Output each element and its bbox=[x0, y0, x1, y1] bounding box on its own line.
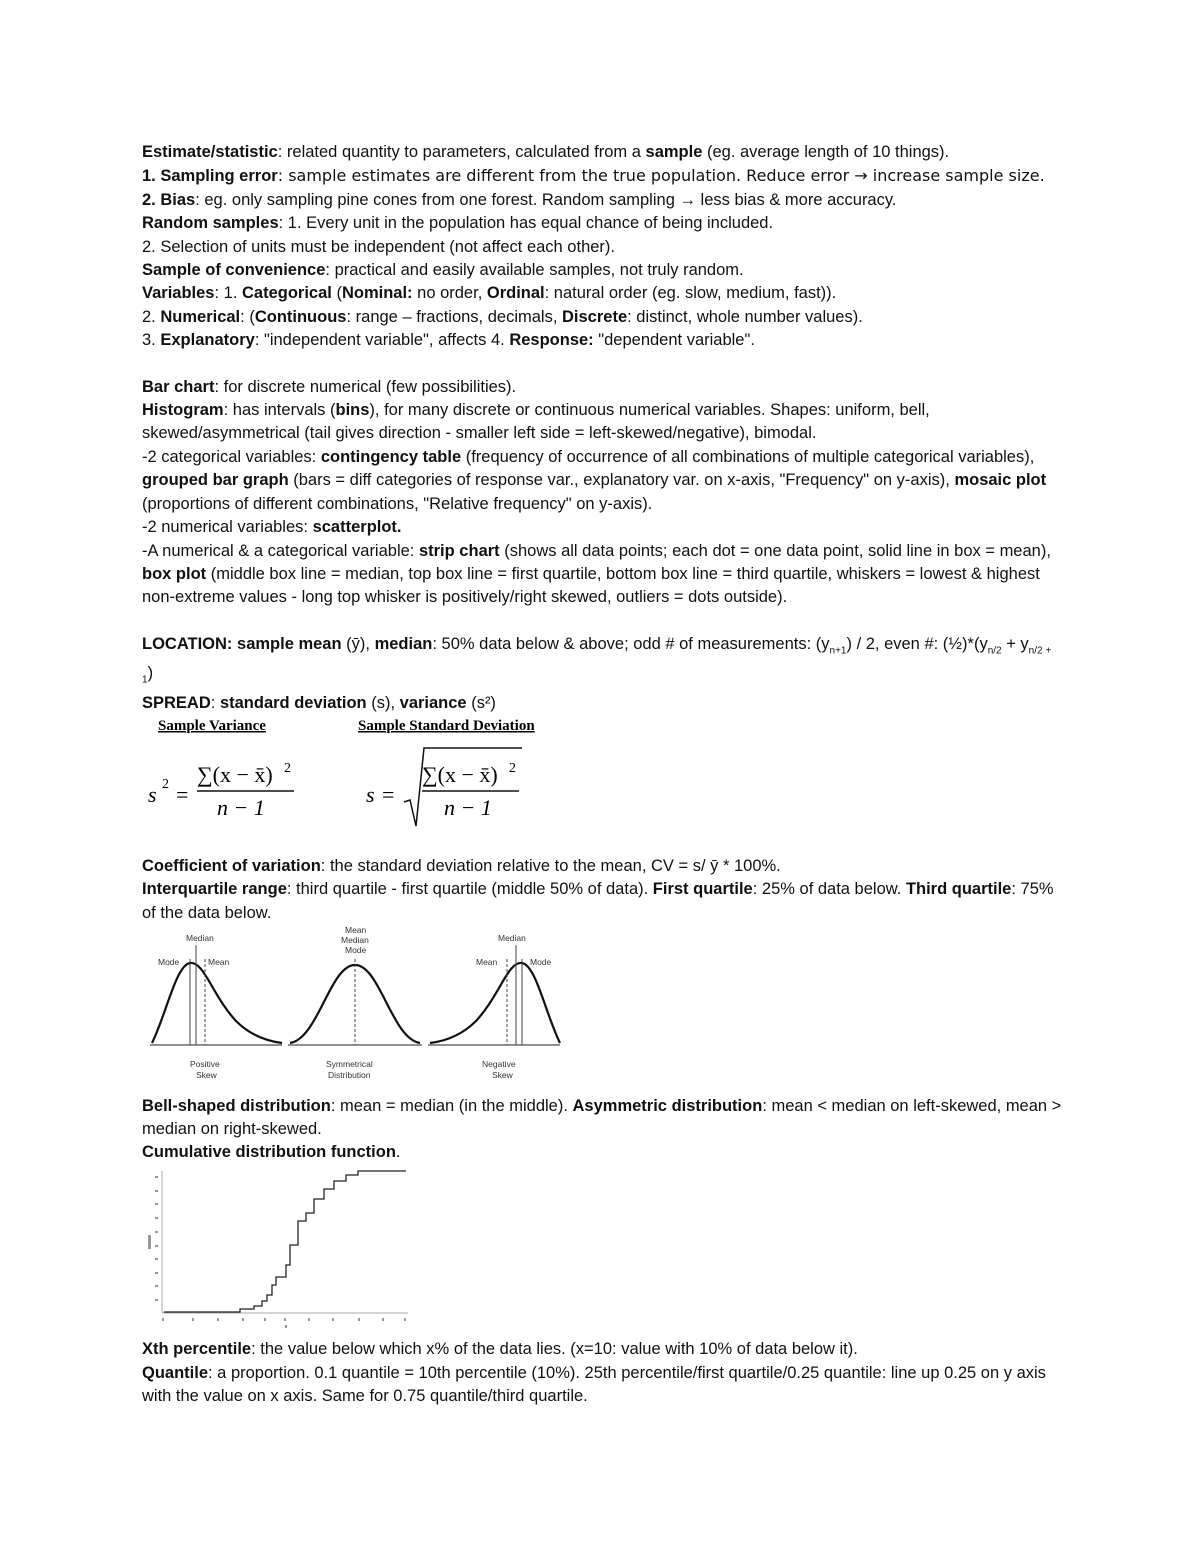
symmetrical-panel bbox=[288, 925, 422, 1080]
text: : related quantity to parameters, calculated from a bbox=[277, 143, 646, 161]
text: : ( bbox=[240, 307, 255, 326]
y-tick bbox=[155, 1299, 158, 1301]
y-tick bbox=[155, 1203, 158, 1205]
line-histogram bbox=[142, 399, 1062, 446]
term-variables: Variables bbox=[142, 284, 215, 303]
x-tick bbox=[192, 1318, 194, 1321]
skew-distribution-figure bbox=[146, 925, 566, 1087]
caption-symmetrical: Symmetrical bbox=[326, 1059, 373, 1070]
s-symbol: s bbox=[148, 781, 157, 807]
text: : bbox=[210, 694, 220, 713]
y-tick bbox=[155, 1272, 158, 1274]
line-bar-chart bbox=[142, 376, 1062, 399]
text: : third quartile - first quartile (middle 50% of data). bbox=[286, 880, 653, 899]
x-axis-label bbox=[285, 1325, 287, 1328]
term-discrete: Discrete bbox=[562, 307, 628, 326]
text: 2. Selection of units must be independent (not affect each other). bbox=[142, 237, 615, 256]
text: (eg. average length of 10 things). bbox=[702, 143, 950, 161]
text: : the value below which x% of the data lies. (x=10: value with 10% of data below it). bbox=[251, 1340, 858, 1359]
text: : has intervals ( bbox=[223, 401, 336, 420]
curve bbox=[152, 963, 282, 1043]
text: : mean = median (in the middle). bbox=[330, 1096, 573, 1115]
x-tick bbox=[404, 1318, 406, 1321]
spacer bbox=[142, 610, 1062, 633]
line-sampling-error bbox=[142, 164, 1062, 188]
document-body bbox=[142, 141, 1062, 1408]
term-first-quartile: First quartile bbox=[652, 880, 753, 899]
term-convenience: Sample of convenience bbox=[142, 261, 326, 280]
y-tick bbox=[155, 1245, 158, 1247]
line-bell-shaped bbox=[142, 1095, 1062, 1142]
text: : mean < median on left-skewed, mean > median on right-skewed. bbox=[142, 1096, 1062, 1138]
y-tick bbox=[155, 1285, 158, 1287]
cdf-figure bbox=[142, 1165, 412, 1331]
x-tick bbox=[284, 1318, 286, 1321]
mean-label: Mean bbox=[208, 957, 230, 968]
term-grouped-bar-graph: grouped bar graph bbox=[142, 471, 289, 490]
term-quantile: Quantile bbox=[142, 1363, 209, 1382]
term-scatterplot: scatterplot. bbox=[312, 518, 402, 537]
term-bar-chart: Bar chart bbox=[142, 377, 215, 396]
term-categorical: Categorical bbox=[242, 284, 332, 303]
variance-sd-formula-figure bbox=[142, 716, 572, 848]
sample-variance-title: Sample Variance bbox=[158, 717, 266, 734]
line-random-samples bbox=[142, 212, 1062, 235]
line-numerical-2 bbox=[142, 516, 1062, 539]
text: 2. bbox=[142, 307, 161, 326]
text: : sample estimates are different from the true population. Reduce error → increase sample size. bbox=[277, 166, 1045, 186]
term-location: LOCATION: sample mean bbox=[142, 634, 342, 653]
x-tick bbox=[264, 1318, 266, 1321]
y-tick-marks bbox=[148, 1176, 158, 1301]
y-tick bbox=[155, 1258, 158, 1260]
mode-label: Mode bbox=[345, 945, 367, 956]
x-tick bbox=[308, 1318, 310, 1321]
text: -2 categorical variables: bbox=[142, 447, 321, 466]
term-explanatory: Explanatory bbox=[160, 331, 255, 350]
sample-sd-title: Sample Standard Deviation bbox=[358, 717, 535, 734]
line-cdf bbox=[142, 1141, 1062, 1164]
term-variance: variance bbox=[399, 694, 467, 713]
line-variables bbox=[142, 282, 1062, 305]
line-location bbox=[142, 633, 1062, 692]
s-symbol: s bbox=[366, 781, 375, 807]
term-continuous: Continuous bbox=[254, 307, 347, 326]
y-tick bbox=[155, 1176, 158, 1178]
text: : eg. only sampling pine cones from one forest. Random sampling → less bias & more accuracy. bbox=[195, 190, 897, 209]
numerator-exponent: 2 bbox=[509, 760, 516, 776]
negative-skew-panel bbox=[428, 933, 560, 1080]
text: . bbox=[395, 1143, 401, 1162]
term-response: Response: bbox=[509, 331, 594, 350]
x-tick bbox=[217, 1318, 219, 1321]
term-third-quartile: Third quartile bbox=[905, 880, 1012, 899]
caption-skew: Skew bbox=[196, 1070, 217, 1081]
line-strip-box bbox=[142, 540, 1062, 610]
text: ) / 2, even #: (½)*(y bbox=[846, 634, 988, 653]
term-spread: SPREAD bbox=[142, 694, 211, 713]
text: : distinct, whole number values). bbox=[627, 307, 863, 326]
text: (shows all data points; each dot = one data point, solid line in box = mean), bbox=[499, 541, 1051, 560]
numerator: ∑(x − x̄) bbox=[197, 761, 273, 787]
x-tick bbox=[332, 1318, 334, 1321]
term-mosaic-plot: mosaic plot bbox=[954, 471, 1047, 490]
median-label: Median bbox=[498, 933, 526, 944]
term-iqr: Interquartile range bbox=[142, 880, 287, 899]
text: (middle box line = median, top box line = first quartile, bottom box line = third quartile, whiskers = lowest & highest non-extreme values - long top whisker is positively/right skewed, outliers = dots outside). bbox=[142, 564, 1040, 607]
term-estimate: Estimate/statistic bbox=[142, 143, 278, 161]
x-tick bbox=[382, 1318, 384, 1321]
line-convenience bbox=[142, 259, 1062, 282]
term-bins: bins bbox=[335, 401, 370, 420]
term-standard-deviation: standard deviation bbox=[219, 694, 367, 713]
term-bias: 2. Bias bbox=[142, 190, 196, 209]
line-explanatory bbox=[142, 329, 1062, 352]
numerator-exponent: 2 bbox=[284, 760, 291, 776]
mean-label: Mean bbox=[345, 925, 367, 936]
term-nominal: Nominal: bbox=[341, 284, 413, 303]
cdf-step-curve bbox=[164, 1171, 406, 1312]
subscript: n+1 bbox=[829, 645, 847, 657]
y-axis-label bbox=[148, 1235, 151, 1249]
text: (ȳ), bbox=[341, 634, 375, 653]
text: 3. bbox=[142, 331, 161, 350]
term-ordinal: Ordinal bbox=[486, 284, 545, 303]
term-percentile: Xth percentile bbox=[142, 1340, 252, 1359]
text: : 25% of data below. bbox=[752, 880, 906, 899]
caption-skew: Skew bbox=[492, 1070, 513, 1081]
median-label: Median bbox=[186, 933, 214, 944]
mode-label: Mode bbox=[158, 957, 180, 968]
text: ) bbox=[147, 664, 154, 683]
text: no order, bbox=[412, 284, 487, 303]
line-percentile bbox=[142, 1338, 1062, 1361]
text: ( bbox=[331, 284, 342, 303]
text: : 75% of the data below. bbox=[142, 880, 1054, 922]
text: (frequency of occurrence of all combinations of multiple categorical variables), bbox=[461, 447, 1035, 466]
text: (s), bbox=[366, 694, 400, 713]
term-histogram: Histogram bbox=[142, 401, 224, 420]
mode-label: Mode bbox=[530, 957, 552, 968]
superscript-2: 2 bbox=[162, 776, 169, 792]
x-tick bbox=[242, 1318, 244, 1321]
line-numerical bbox=[142, 306, 1062, 329]
line-iqr bbox=[142, 878, 1062, 925]
line-cv bbox=[142, 855, 1062, 878]
term-contingency-table: contingency table bbox=[320, 447, 462, 466]
text: : for discrete numerical (few possibilities). bbox=[214, 377, 517, 396]
denominator: n − 1 bbox=[444, 794, 492, 820]
text: + y bbox=[1001, 634, 1029, 653]
text: : the standard deviation relative to the mean, CV = s/ ȳ * 100%. bbox=[320, 856, 781, 875]
curve bbox=[430, 963, 560, 1043]
text: "dependent variable". bbox=[593, 331, 755, 350]
text: : practical and easily available samples, not truly random. bbox=[325, 261, 744, 280]
positive-skew-panel bbox=[150, 933, 282, 1080]
text: : 50% data below & above; odd # of measurements: (y bbox=[432, 634, 830, 653]
cdf-axes bbox=[162, 1171, 408, 1313]
y-tick bbox=[155, 1190, 158, 1192]
spacer bbox=[142, 353, 1062, 376]
equals-sign: = bbox=[176, 781, 189, 807]
line-estimate bbox=[142, 141, 1062, 164]
x-tick bbox=[358, 1318, 360, 1321]
line-categorical-2 bbox=[142, 446, 1062, 516]
median-label: Median bbox=[341, 935, 369, 946]
y-tick bbox=[155, 1231, 158, 1233]
subscript: n/2 + 1 bbox=[142, 645, 1052, 686]
text: -A numerical & a categorical variable: bbox=[142, 541, 419, 560]
caption-negative: Negative bbox=[482, 1059, 516, 1070]
term-cdf: Cumulative distribution function bbox=[142, 1143, 396, 1162]
text: : natural order (eg. slow, medium, fast)). bbox=[544, 284, 837, 303]
term-numerical: Numerical bbox=[160, 307, 241, 326]
term-median: median bbox=[374, 634, 433, 653]
term-strip-chart: strip chart bbox=[418, 541, 500, 560]
x-tick bbox=[162, 1318, 164, 1321]
text: (bars = diff categories of response var., explanatory var. on x-axis, "Frequency" on y-axis), bbox=[288, 471, 955, 490]
text: : 1. Every unit in the population has equal chance of being included. bbox=[278, 214, 774, 233]
term-random-samples: Random samples bbox=[142, 214, 279, 233]
caption-positive: Positive bbox=[190, 1059, 220, 1070]
mean-label: Mean bbox=[476, 957, 498, 968]
text: : range – fractions, decimals, bbox=[346, 307, 562, 326]
term-sample: sample bbox=[645, 143, 703, 161]
line-spread bbox=[142, 692, 1062, 715]
text: ), for many discrete or continuous numerical variables. Shapes: uniform, bell, skewed/asymmetrical (tail gives direction - smaller left side = left-skewed/negative), bimodal. bbox=[142, 401, 930, 443]
text: (s²) bbox=[466, 694, 496, 713]
equals-sign: = bbox=[382, 781, 395, 807]
y-tick bbox=[155, 1217, 158, 1219]
text: : "independent variable", affects 4. bbox=[254, 331, 510, 350]
text: -2 numerical variables: bbox=[142, 518, 313, 537]
numerator: ∑(x − x̄) bbox=[422, 761, 498, 787]
x-tick-marks bbox=[162, 1318, 406, 1328]
term-box-plot: box plot bbox=[142, 564, 207, 583]
caption-distribution: Distribution bbox=[328, 1070, 371, 1081]
line-quantile bbox=[142, 1362, 1062, 1409]
term-sampling-error: 1. Sampling error bbox=[142, 167, 278, 186]
denominator: n − 1 bbox=[217, 794, 265, 820]
term-bell-shaped: Bell-shaped distribution bbox=[142, 1096, 331, 1115]
text: : a proportion. 0.1 quantile = 10th percentile (10%). 25th percentile/first quartile/0.25 quantile: line up 0.25 on y axis with the value on x axis. Same for 0.75 quantile/third quartile. bbox=[142, 1363, 1046, 1405]
text: : 1. bbox=[214, 284, 242, 303]
line-bias bbox=[142, 189, 1062, 212]
line-independent bbox=[142, 236, 1062, 259]
subscript: n/2 bbox=[987, 645, 1002, 657]
term-cv: Coefficient of variation bbox=[142, 856, 321, 875]
text: (proportions of different combinations, "Relative frequency" on y-axis). bbox=[142, 494, 653, 513]
term-asymmetric: Asymmetric distribution bbox=[572, 1096, 763, 1115]
